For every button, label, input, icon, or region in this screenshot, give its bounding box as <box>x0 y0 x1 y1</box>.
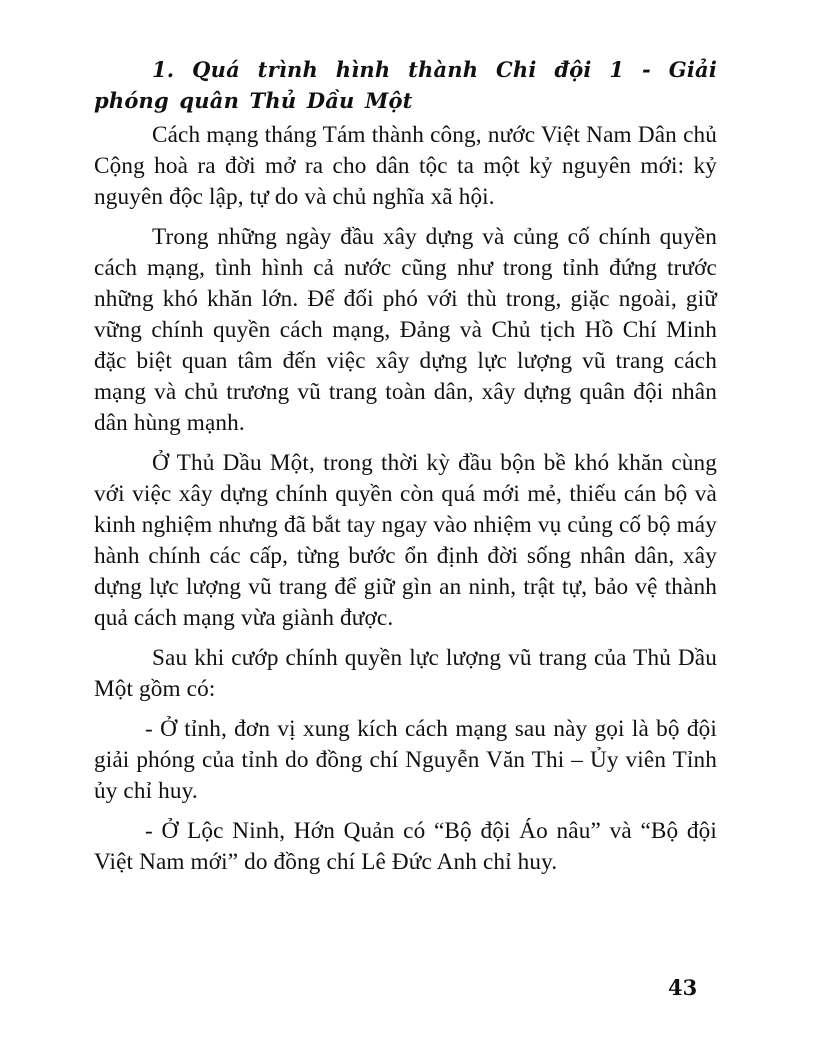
section-heading: 1. Quá trình hình thành Chi đội 1 - Giải phóng quân Thủ Dầu Một <box>94 57 717 113</box>
page-number: 43 <box>668 975 698 1000</box>
paragraph-thu-dau-mot: Ở Thủ Dầu Một, trong thời kỳ đầu bộn bề khó khăn cùng với việc xây dựng chính quyền còn quá mới mẻ, thiếu cán bộ và kinh nghiệm nhưng đã bắt tay ngay vào nhiệm vụ củng cố bộ máy hành chính các cấp, từng bước ổn định đời sống nhân dân, xây dựng lực lượng vũ trang để giữ gìn an ninh, trật tự, bảo vệ thành quả cách mạng vừa giành được. <box>94 450 717 631</box>
page-body <box>94 54 717 887</box>
list-item-province: - Ở tỉnh, đơn vị xung kích cách mạng sau này gọi là bộ đội giải phóng của tỉnh do đồng chí Nguyễn Văn Thi – Ủy viên Tỉnh ủy chỉ huy. <box>94 716 717 804</box>
paragraph-revolution-government: Trong những ngày đầu xây dựng và củng cố chính quyền cách mạng, tình hình cả nước cũng như trong tỉnh đứng trước những khó khăn lớn. Để đối phó với thù trong, giặc ngoài, giữ vững chính quyền cách mạng, Đảng và Chủ tịch Hồ Chí Minh đặc biệt quan tâm đến việc xây dựng lực lượng vũ trang cách mạng và chủ trương vũ trang toàn dân, xây dựng quân đội nhân dân hùng mạnh. <box>94 224 717 436</box>
list-item-loc-ninh: - Ở Lộc Ninh, Hớn Quản có “Bộ đội Áo nâu” và “Bộ đội Việt Nam mới” do đồng chí Lê Đức Anh chỉ huy. <box>94 818 717 875</box>
paragraph-armed-forces: Sau khi cướp chính quyền lực lượng vũ trang của Thủ Dầu Một gồm có: <box>94 645 717 702</box>
paragraph-intro: Cách mạng tháng Tám thành công, nước Việt Nam Dân chủ Cộng hoà ra đời mở ra cho dân tộc ta một kỷ nguyên mới: kỷ nguyên độc lập, tự do và chủ nghĩa xã hội. <box>94 122 717 210</box>
